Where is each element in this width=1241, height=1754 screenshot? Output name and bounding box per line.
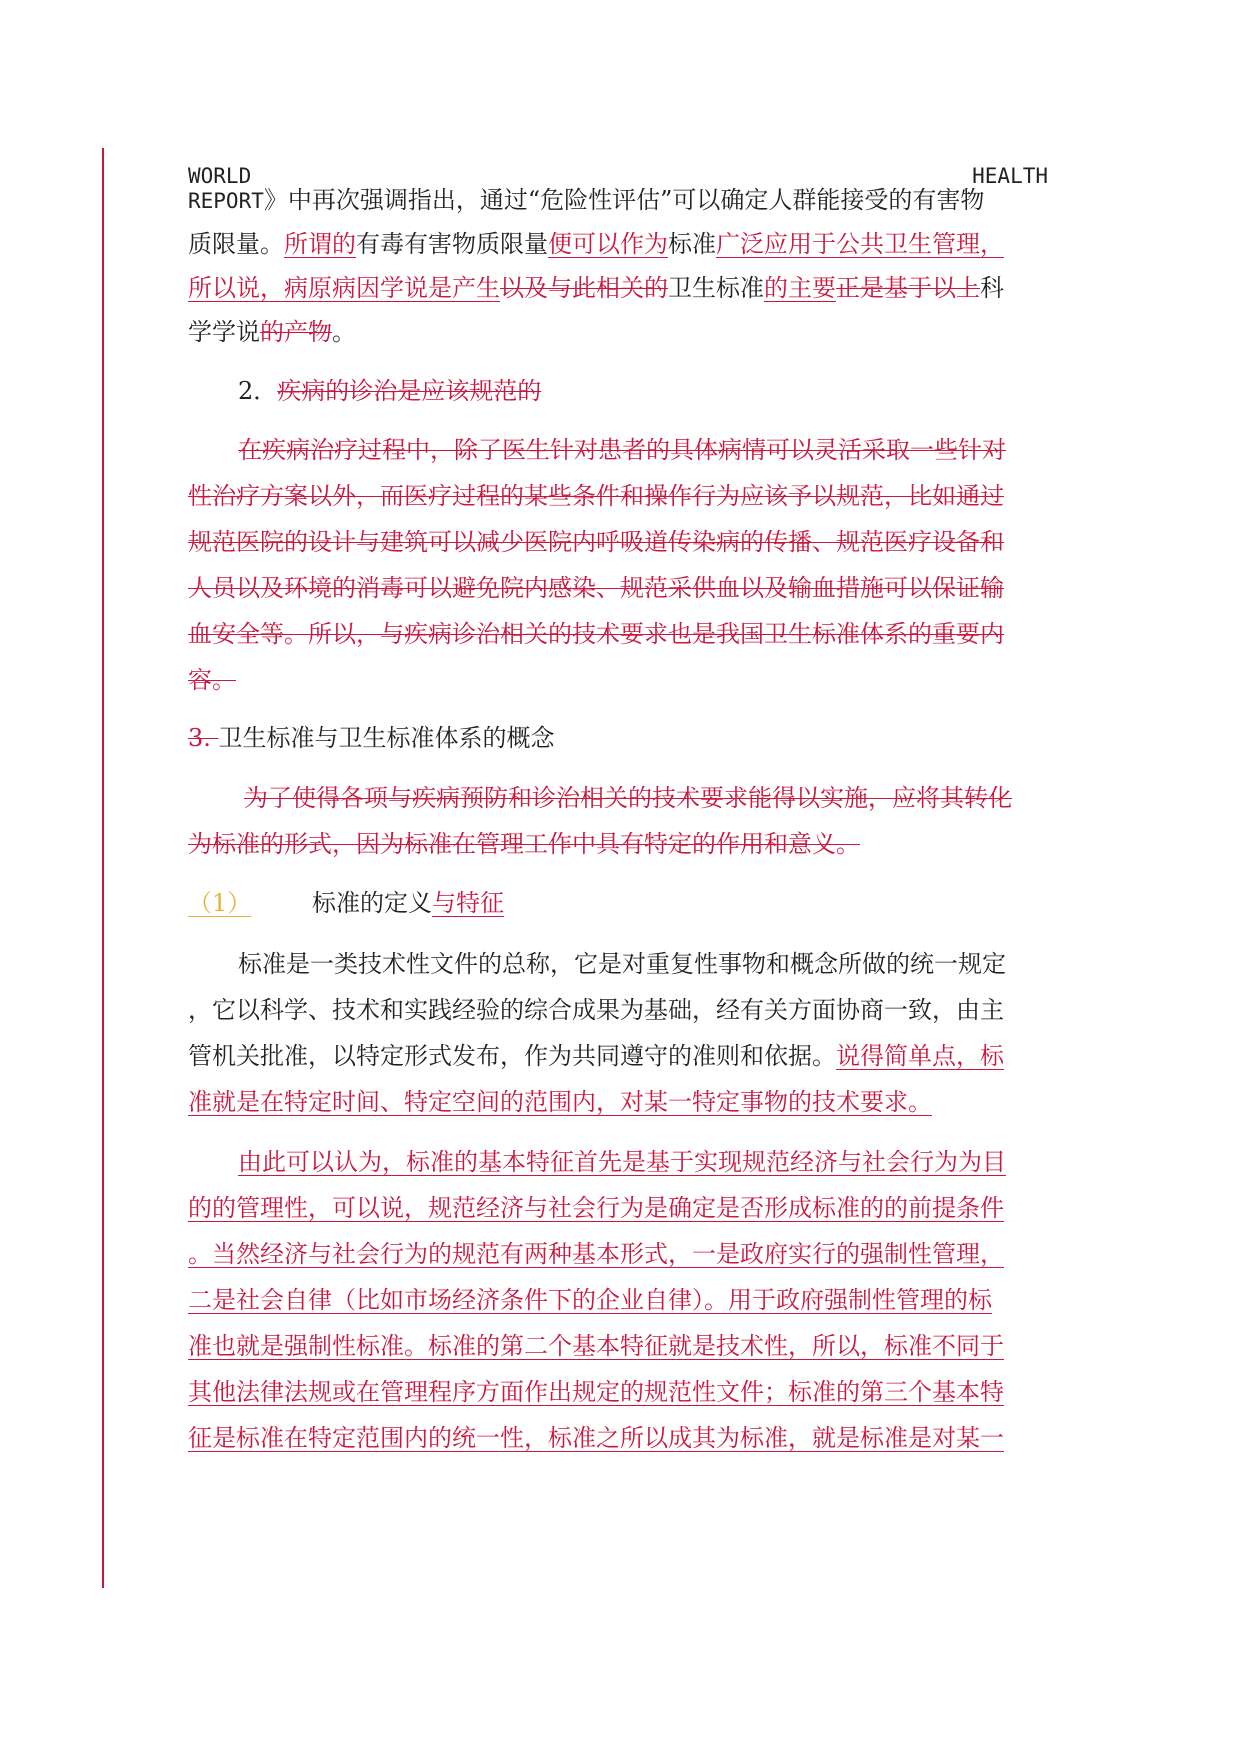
inserted-text: 由此可以认为，标准的基本特征首先是基于实现规范经济与社会行为为目: [238, 1148, 1006, 1176]
inserted-text: 二是社会自律（比如市场经济条件下的企业自律）。用于政府强制性管理的标: [188, 1286, 992, 1314]
text-line: [188, 826, 1048, 862]
subsection-heading: [188, 885, 1048, 921]
deleted-text: 的产物: [260, 318, 332, 346]
text-line: [188, 1236, 1048, 1272]
deleted-text: 正是基于以上: [836, 274, 980, 302]
list-number: （1）: [188, 889, 252, 917]
text-line: [188, 992, 1048, 1028]
text-line: [238, 1144, 1048, 1180]
inserted-text: 所谓的: [284, 230, 356, 258]
text-line: [188, 270, 1048, 306]
text-line: [188, 1328, 1048, 1364]
text-line: [188, 570, 1048, 606]
inserted-text: 说得简单点，标: [836, 1042, 1004, 1070]
inserted-text: 便可以作为: [548, 230, 668, 258]
text-line: [188, 1420, 1048, 1456]
inserted-text: 准就是在特定时间、特定空间的范围内，对某一特定事物的技术要求。: [188, 1088, 932, 1116]
inserted-text: 的的管理性，可以说，规范经济与社会行为是确定是否形成标准的的前提条件: [188, 1194, 1004, 1222]
text-line: [188, 226, 1048, 262]
revision-change-bar: [102, 148, 104, 1588]
text-line: [188, 1190, 1048, 1226]
text-run: HEALTH: [972, 164, 1048, 188]
text-run: WORLD: [188, 164, 252, 188]
text-line: [188, 1374, 1048, 1410]
text-run: 》中再次强调指出，通过“危险性评估”可以确定人群能接受的有害物: [263, 186, 985, 214]
text-run: REPORT: [188, 189, 264, 213]
inserted-text: 与特征: [432, 889, 504, 917]
deleted-text: 为标准的形式，因为标准在管理工作中具有特定的作用和意义。: [188, 830, 860, 858]
text-run: 标准是一类技术性文件的总称，它是对重复性事物和概念所做的统一规定: [238, 950, 1006, 978]
inserted-text: 征是标准在特定范围内的统一性，标准之所以成其为标准，就是标准是对某一: [188, 1424, 1004, 1452]
text-line: [188, 662, 1048, 698]
deleted-text: 性治疗方案以外，而医疗过程的某些条件和操作行为应该予以规范，比如通过: [188, 482, 1004, 510]
text-run: 。: [332, 318, 356, 346]
inserted-text: 其他法律法规或在管理程序方面作出规定的规范性文件；标准的第三个基本特: [188, 1378, 1004, 1406]
section-heading: [238, 373, 1048, 409]
text-run: 科: [980, 274, 1004, 302]
inserted-text: 。当然经济与社会行为的规范有两种基本形式，一是政府实行的强制性管理，: [188, 1240, 1004, 1268]
deleted-text: 血安全等。所以，与疾病诊治相关的技术要求也是我国卫生标准体系的重要内: [188, 620, 1004, 648]
text-run: 标准的定义: [312, 889, 432, 917]
deleted-text: 在疾病治疗过程中，除了医生针对患者的具体病情可以灵活采取一些针对: [238, 436, 1006, 464]
text-line: [188, 1084, 1048, 1120]
inserted-text: 的主要: [764, 274, 836, 302]
text-line: [188, 524, 1048, 560]
deleted-text: 疾病的诊治是应该规范的: [277, 377, 542, 405]
text-run: 卫生标准: [668, 274, 764, 302]
text-run: ，它以科学、技术和实践经验的综合成果为基础，经有关方面协商一致，由主: [188, 996, 1004, 1024]
text-run: 2．: [238, 377, 278, 405]
text-run: 质限量。: [188, 230, 284, 258]
text-line: [238, 946, 1048, 982]
deleted-text: 规范医院的设计与建筑可以减少医院内呼吸道传染病的传播、规范医疗设备和: [188, 528, 1004, 556]
text-line: [188, 478, 1048, 514]
text-line: [188, 1038, 1048, 1074]
deleted-text: 人员以及环境的消毒可以避免院内感染、规范采供血以及输血措施可以保证输: [188, 574, 1004, 602]
text-run: 管机关批准，以特定形式发布，作为共同遵守的准则和依据。: [188, 1042, 836, 1070]
deleted-text: 3.: [188, 724, 219, 752]
text-line: [244, 780, 1048, 816]
inserted-text: 广泛应用于公共卫生管理，: [716, 230, 1004, 258]
text-line: [188, 182, 1048, 218]
deleted-text: 容。: [188, 666, 236, 694]
text-line: [188, 1282, 1048, 1318]
section-heading: [188, 720, 1048, 756]
text-run: 有毒有害物质限量: [356, 230, 548, 258]
text-line: [188, 616, 1048, 652]
text-run: 学学说: [188, 318, 260, 346]
text-run: 标准: [668, 230, 716, 258]
inserted-text: 所以说，病原病因学说是产生: [188, 274, 500, 302]
text-run: 卫生标准与卫生标准体系的概念: [218, 724, 555, 752]
text-line: [238, 432, 1048, 468]
deleted-text: 以及与此相关的: [500, 274, 668, 302]
deleted-text: 为了使得各项与疾病预防和诊治相关的技术要求能得以实施，应将其转化: [244, 784, 1012, 812]
inserted-text: 准也就是强制性标准。标准的第二个基本特征就是技术性，所以，标准不同于: [188, 1332, 1004, 1360]
text-line: [188, 314, 1048, 350]
